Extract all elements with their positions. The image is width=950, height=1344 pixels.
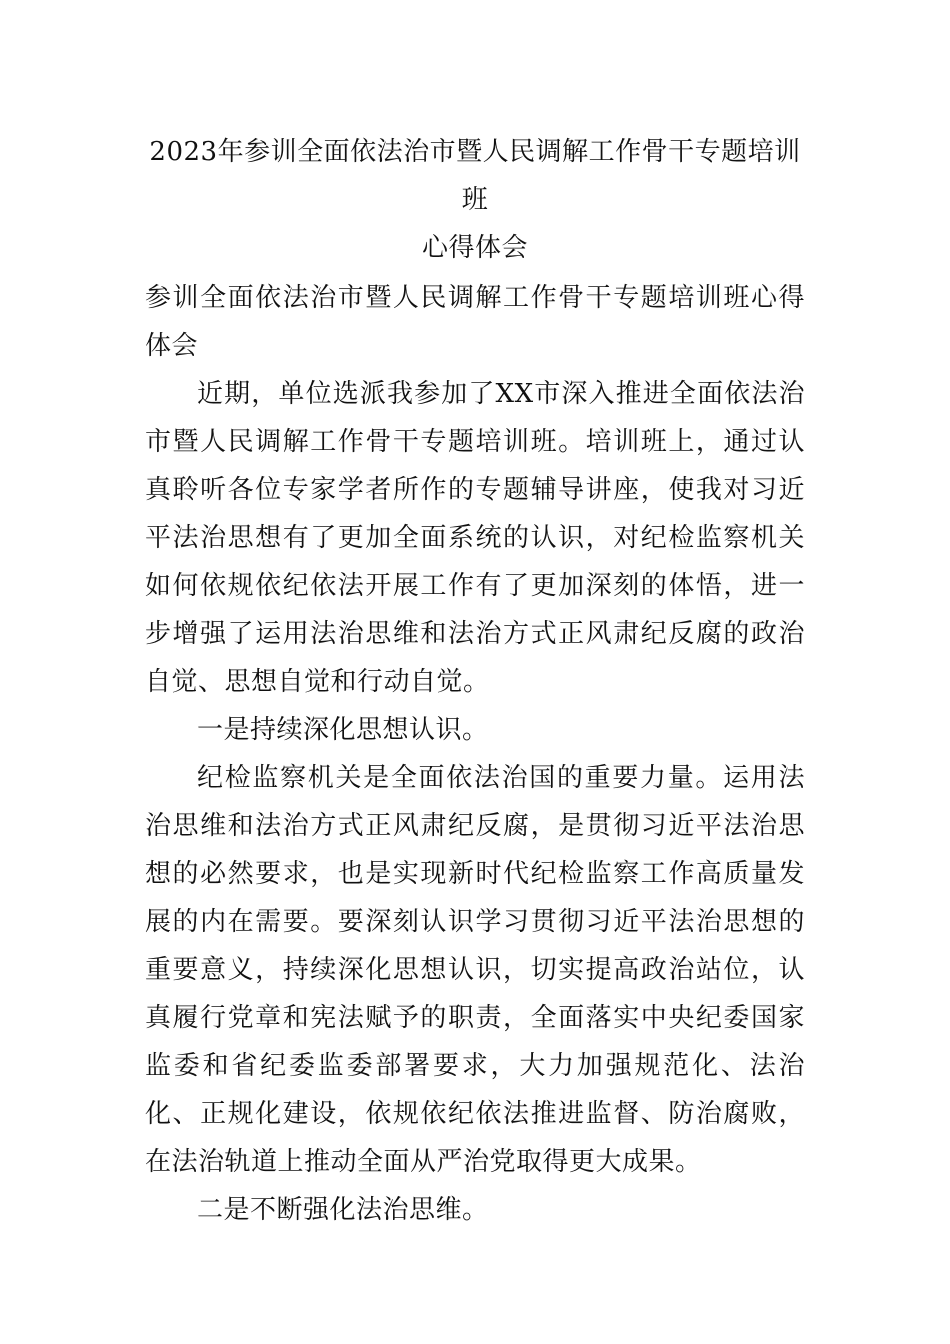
paragraph-intro: 近期，单位选派我参加了XX市深入推进全面依法治市暨人民调解工作骨干专题培训班。培训班上，通过认真聆听各位专家学者所作的专题辅导讲座，使我对习近平法治思想有了更加全面系统的认识，对纪检监察机关如何依规依纪依法开展工作有了更加深刻的体悟，进一步增强了运用法治思维和法治方式正风肃纪反腐的政治自觉、思想自觉和行动自觉。 <box>145 379 805 697</box>
document-body <box>145 128 805 1234</box>
document-subtitle: 参训全面依法治市暨人民调解工作骨干专题培训班心得体会 <box>145 283 805 361</box>
title-line-1: 2023年参训全面依法治市暨人民调解工作骨干专题培训班 <box>149 137 801 215</box>
section-heading-1: 一是持续深化思想认识。 <box>197 715 489 745</box>
title-line-2: 心得体会 <box>421 233 528 263</box>
document-title <box>145 128 805 272</box>
paragraph-section-1: 纪检监察机关是全面依法治国的重要力量。运用法治思维和法治方式正风肃纪反腐，是贯彻习近平法治思想的必然要求，也是实现新时代纪检监察工作高质量发展的内在需要。要深刻认识学习贯彻习近平法治思想的重要意义，持续深化思想认识，切实提高政治站位，认真履行党章和宪法赋予的职责，全面落实中央纪委国家监委和省纪委监委部署要求，大力加强规范化、法治化、正规化建设，依规依纪依法推进监督、防治腐败，在法治轨道上推动全面从严治党取得更大成果。 <box>145 763 805 1177</box>
section-heading-2: 二是不断强化法治思维。 <box>197 1195 489 1225</box>
